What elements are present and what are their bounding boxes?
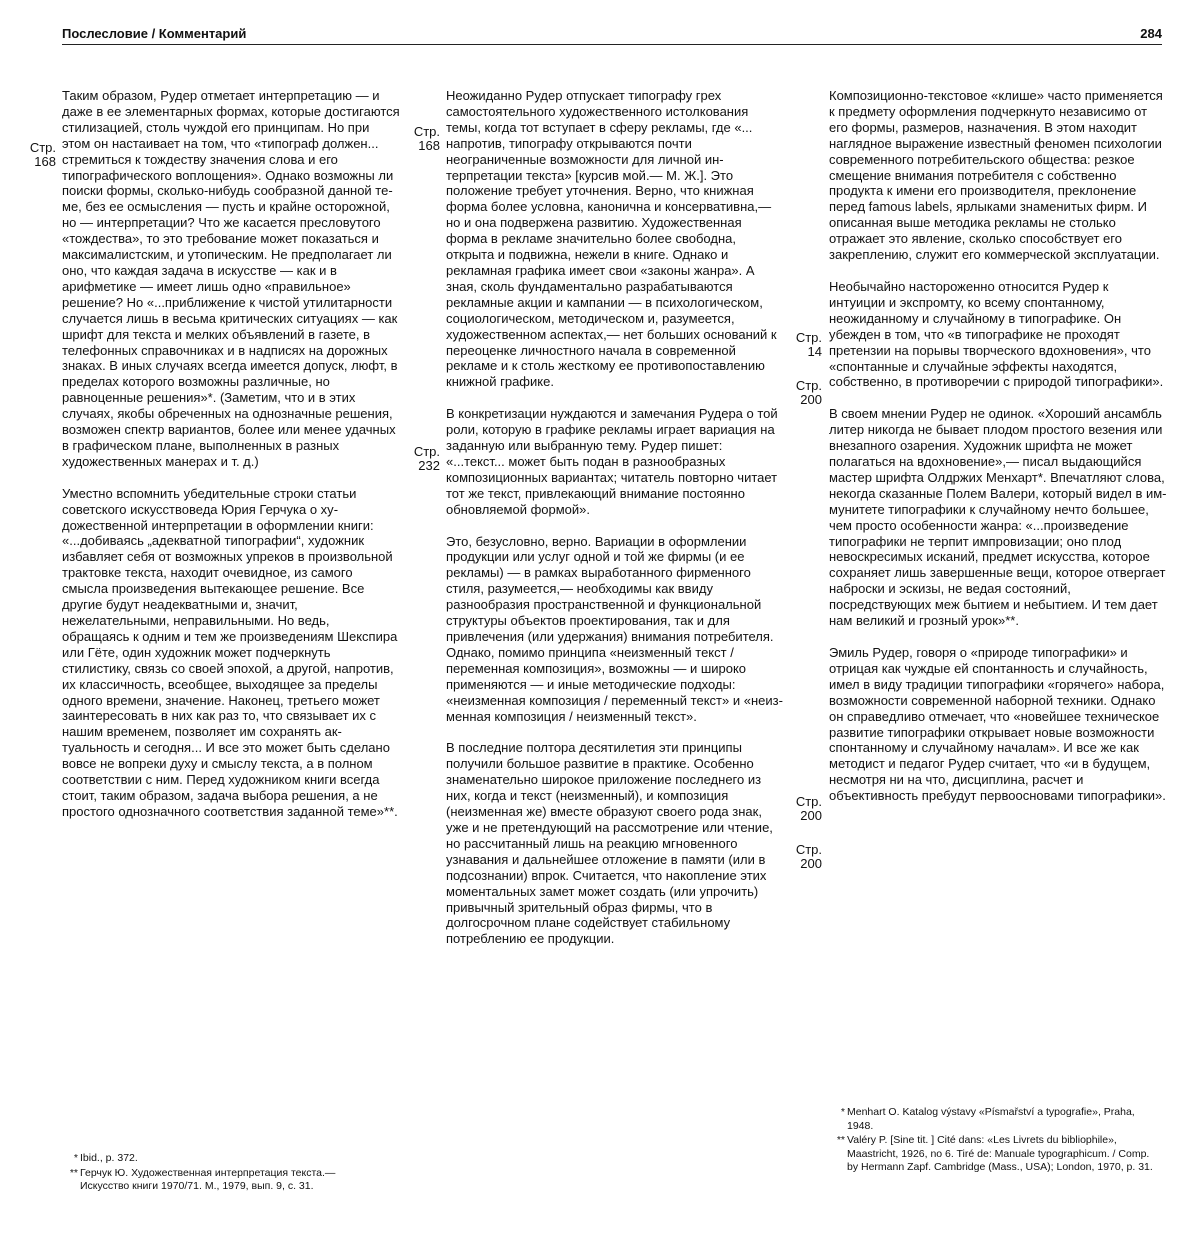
margin-page-ref: Стр. 14 [795, 330, 822, 359]
running-header [62, 26, 1162, 45]
paragraph: В своем мнении Рудер не одинок. «Хороший ансамбль литер никогда не бывает плодом простого везения или внезапного озарения. Художник шрифта не может полагаться на вдохновение»,— писал выдающийся мастер шрифта Олдржих Менхарт*. Впечатляют слова, некогда сказанные Полем Валери, который видел в иммунитете типографики к случайному нечто большее, чем просто особенности жанра: «...произведение типографики не терпит импровизации; оно плод невоскресимых исканий, предмет искусства, которое сохраняет лишь завершенные вещи, которое отвергает наброски и эскизы, не ведая состояний, посредствующих меж бытием и небытием. И тем дает нам великий и грозный урок»**. [829, 406, 1167, 629]
footnote [829, 1134, 1163, 1175]
margin-page-ref: Стр. 200 [795, 842, 822, 871]
footnote-mark: ** [69, 1166, 78, 1179]
footnote-text: Valéry P. [Sine tit. ] Cité dans: «Les Livrets du bibliophile», Maastricht, 1926, no 6. Tiré de: Manuale typographicum. / Comp. by Hermann Zapf. Cambridge (Mass., USA); London, 1970, p. 31. [847, 1134, 1153, 1174]
footnote-mark: * [73, 1152, 78, 1164]
margin-page-ref: Стр. 232 [413, 444, 440, 473]
paragraph: Таким образом, Рудер отметает интерпретацию — и даже в ее элементарных формах, которые достигаются стилизацией, столь чуждой его принципам. Но при этом он настаивает на том, что «типограф должен... стремиться к тождеству значения слова и его типографического воплощения». Однако возможны ли поиски формы, сколько-нибудь сообразной данной теме, без ее осмысления — пусть и крайне осторожной, но — интерпретации? Что же касается пресловутого «тождества», то это требование может показаться и максималистским, и утопическим. Не предполагает ли оно, что каждая задача в искусстве — как и в арифметике — имеет лишь одно «правильное» решение? Но «...приближение к чистой утилитарности случается лишь в весьма критических ситуациях — как шрифт для текста и мелких объявлений в газете, в телефонных справочниках и в надписях на дорожных знаках. В иных случаях всегда имеется допуск, люфт, в пределах которого возможны различные, но равноценные решения»*. (Заметим, что и в этих случаях, якобы обреченных на однозначные решения, возможен спектр вариантов, более или менее удачных в графическом плане, выполненных в разных художественных манерах и т. д.) [62, 88, 400, 469]
paragraph: Уместно вспомнить убедительные строки статьи советского искусствоведа Юрия Герчука о художественной интерпретации в оформлении книги: «...добиваясь „адекватной типографии“, художник избавляет себя от возможных упреков в произвольной трактовке текста, находит очевидное, из самого смысла произведения вытекающее решение. Все другие будут неадекватными и, значит, нежелательными, неправильными. Но ведь, обращаясь к одним и тем же произведениям Шекспира или Гёте, один художник может подчеркнуть стилистику, связь со своей эпохой, а другой, напротив, их классичность, всеобщее, выходящее за пределы одного времени, значение. Наконец, третьего может заинтересовать в них как раз то, что связывает их с нашим временем, позволяет им сохранять актуальность и сегодня... И все это может быть сделано вовсе не вопреки духу и смыслу текста, а в полном соответствии с ним. Перед художником книги всегда стоит, таким образом, задача выбора решения, а не простого однозначного соответствия заданной теме»**. [62, 485, 398, 819]
margin-page-ref: Стр. 200 [795, 794, 822, 823]
footnotes-right [829, 1106, 1163, 1176]
text-column-1 [62, 88, 400, 836]
paragraph: Неожиданно Рудер отпускает типографу грех самостоятельного художественного истолкования темы, когда тот вступает в сферу рекламы, где «... напротив, типографу открываются почти неограниченные возможности для личной интерпретации текста» [курсив мой.— М. Ж.]. Это положение требует уточнения. Верно, что книжная форма более условна, канонична и консервативна,— но и она подвержена развитию. Художественная форма в рекламе значительно более свободна, открыта и подвижна, нежели в книге. Однако и рекламная графика имеет свои «законы жанра». А зная, сколь фундаментально разрабатываются рекламные акции и кампании — в психологическом, социологическом, методическом и, разумеется, художественном аспектах,— нет больших оснований к переоценке личностного начала в современной рекламе и к столь жесткому ее противопоставлению книжной графике. [446, 88, 777, 390]
margin-page-ref: Стр. 168 [413, 124, 440, 153]
paragraph: Композиционно-текстовое «клише» часто применяется к предмету оформления подчеркнуто независимо от его формы, размеров, назначения. В этом находит наглядное выражение известный феномен психологии современного потребительского общества: резкое смещение внимания потребителя с собственно продукта к имени его производителя, преклонение перед famous labels, ярлыками знаменитых фирм. И описанная выше методика рекламы не столько отражает это явление, сколько способствует его закреплению, служит его коммерческой эксплуатации. [829, 88, 1163, 263]
footnote-mark: * [840, 1106, 845, 1118]
footnote-mark: ** [836, 1134, 845, 1147]
paragraph: Эмиль Рудер, говоря о «природе типографики» и отрицая как чуждые ей спонтанность и случайность, имел в виду традиции типографики «горячего» набора, возможности современной наборной техники. Однако он справедливо отмечает, что «новейшее техническое развитие типографики открывает новые возможности спонтанному и случайному началам». И все же как методист и педагог Рудер считает, что «и в будущем, несмотря ни на что, дисциплина, расчет и объективность пребудут первоосновами типографики». [829, 645, 1166, 804]
page-number: 284 [1140, 26, 1162, 41]
paragraph: В последние полтора десятилетия эти принципы получили большое развитие в практике. Особенно знаменательно широкое приложение последнего из них, когда и текст (неизменный), и композиция (неизменная же) вместе образуют своего рода знак, уже и не претендующий на рассмотрение или чтение, но рассчитанный лишь на реакцию мгновенного узнавания и дальнейшее отложение в памяти (или в подсознании) впрок. Считается, что накопление этих моментальных замет может создать (или упрочить) привычный зрительный образ фирмы, что в долгосрочном плане содействует стабильному потреблению ее продукции. [446, 740, 773, 947]
footnotes-left [62, 1152, 362, 1195]
paragraph: В конкретизации нуждаются и замечания Рудера о той роли, которую в графике рекламы играет вариация на заданную или выбранную тему. Рудер пишет: «...текст... может быть подан в разнообразных композиционных вариантах; читатель повторно читает тот же текст, привлекающий внимание постоянно обновляемой формой». [446, 406, 778, 517]
footnote-text: Ibid., p. 372. [80, 1152, 138, 1164]
paragraph: Необычайно настороженно относится Рудер к интуиции и экспромту, ко всему спонтанному, неожиданному и случайному в типографике. Он убежден в том, что «в типографике не проходят претензии на порывы творческого вдохновения», что «спонтанные и случайные эффекты находятся, собственно, в противоречии с природой типографики». [829, 278, 1164, 390]
section-title: Послесловие / Комментарий [62, 26, 247, 41]
footnote-text: Герчук Ю. Художественная интерпретация текста.— Искусство книги 1970/71. М., 1979, вып. 9, с. 31. [80, 1166, 336, 1193]
paragraph: Это, безусловно, верно. Вариации в оформлении продукции или услуг одной и той же фирмы (и ее рекламы) — в рамках выработанного фирменного стиля, разумеется,— необходимы как ввиду разнообразия пространственной и функциональной структуры объектов проектирования, так и для привлечения (или удержания) внимания потребителя. Однако, помимо принципа «неизменный текст / переменная композиция», возможны — и широко применяются — и иные методические подходы: «неизменная композиция / переменный текст» и «неизменная композиция / неизменный текст». [446, 533, 783, 724]
margin-page-ref: Стр. 168 [29, 140, 56, 169]
margin-page-ref: Стр. 200 [795, 378, 822, 407]
footnote [62, 1167, 362, 1194]
text-column-2 [446, 88, 784, 963]
text-column-3 [829, 88, 1167, 820]
footnote [829, 1106, 1163, 1133]
footnote [62, 1152, 362, 1166]
footnote-text: Menhart O. Katalog výstavy «Písmařství a typografie», Praha, 1948. [847, 1106, 1135, 1132]
